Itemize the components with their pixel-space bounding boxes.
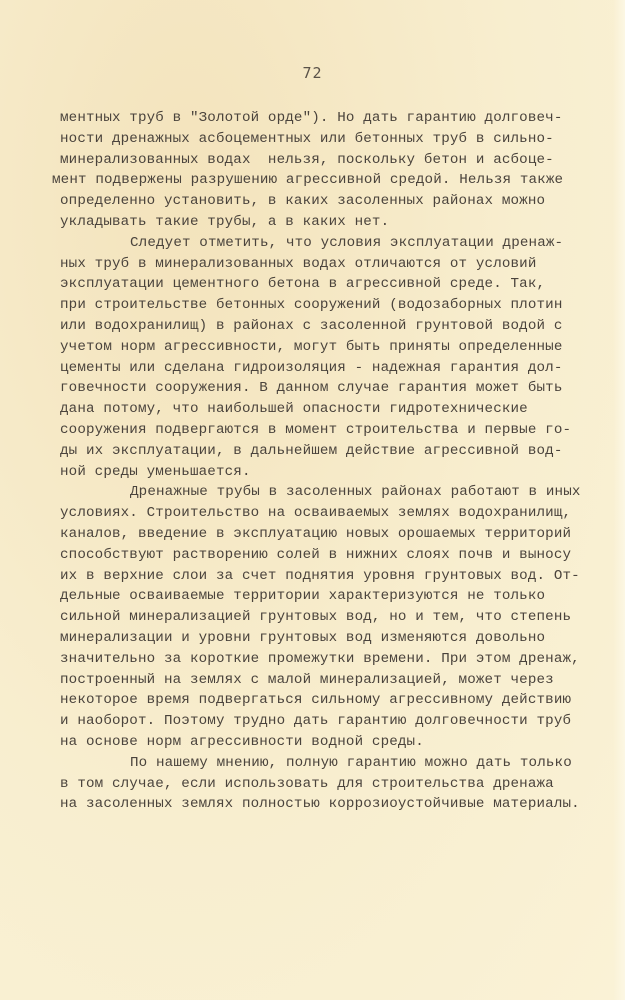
text-line: ности дренажных асбоцементных или бетонных труб в сильно- [60, 130, 554, 147]
text-line: укладывать такие трубы, а в каких нет. [60, 213, 390, 230]
text-line: сооружения подвергаются в момент строительства и первые го- [60, 421, 572, 438]
text-line: мент подвержены разрушению агрессивной средой. Нельзя также [52, 172, 564, 189]
text-line: минерализации и уровни грунтовых вод изменяются довольно [60, 629, 546, 646]
text-line: говечности сооружения. В данном случае гарантия может быть [60, 380, 563, 397]
text-line: ных труб в минерализованных водах отличаются от условий [60, 255, 537, 272]
text-line: ды их эксплуатации, в дальнейшем действие агрессивной вод- [60, 442, 563, 459]
text-line: ментных труб в "Золотой орде"). Но дать гарантию долговеч- [60, 110, 563, 126]
page-number: 72 [302, 64, 323, 82]
page-edge [613, 0, 625, 1000]
text-line: дана потому, что наибольшей опасности гидротехнические [60, 401, 528, 418]
text-line: или водохранилищ) в районах с засоленной грунтовой водой с [60, 317, 563, 334]
paragraph-start-line: Дренажные трубы в засоленных районах работают в иных [130, 484, 581, 501]
text-line: цементы или сделана гидроизоляция - надежная гарантия дол- [60, 359, 563, 376]
text-line: при строительстве бетонных сооружений (водозаборных плотин [60, 297, 563, 314]
body-text [52, 108, 620, 815]
text-line: и наоборот. Поэтому трудно дать гарантию долговечности труб [60, 713, 572, 730]
text-line: некоторое время подвергаться сильному агрессивному действию [60, 692, 572, 709]
text-line: определенно установить, в каких засоленных районах можно [60, 193, 546, 210]
text-line: условиях. Строительство на осваиваемых землях водохранилищ, [60, 505, 572, 522]
text-line: построенный на землях с малой минерализацией, может через [60, 671, 554, 688]
text-line: ной среды уменьшается. [60, 463, 251, 480]
text-line: на засоленных землях полностью коррозиоустойчивые материалы. [60, 796, 580, 813]
text-line: эксплуатации цементного бетона в агрессивной среде. Так, [60, 276, 546, 293]
text-line: каналов, введение в эксплуатацию новых орошаемых территорий [60, 525, 572, 542]
text-line: учетом норм агрессивности, могут быть приняты определенные [60, 338, 563, 355]
text-line: их в верхние слои за счет поднятия уровня грунтовых вод. От- [60, 567, 580, 584]
text-line: на основе норм агрессивности водной среды. [60, 733, 424, 750]
text-line: в том случае, если использовать для строительства дренажа [60, 775, 554, 792]
text-line: дельные осваиваемые территории характеризуются не только [60, 588, 546, 605]
text-line: сильной минерализацией грунтовых вод, но и тем, что степень [60, 609, 572, 626]
text-line: значительно за короткие промежутки времени. При этом дренаж, [60, 650, 580, 667]
paragraph-start-line: По нашему мнению, полную гарантию можно дать только [130, 754, 572, 771]
text-line: минерализованных водах нельзя, поскольку бетон и асбоце- [60, 151, 554, 168]
text-line: способствуют растворению солей в нижних слоях почв и выносу [60, 546, 572, 563]
paragraph-start-line: Следует отметить, что условия эксплуатации дренаж- [130, 234, 564, 251]
